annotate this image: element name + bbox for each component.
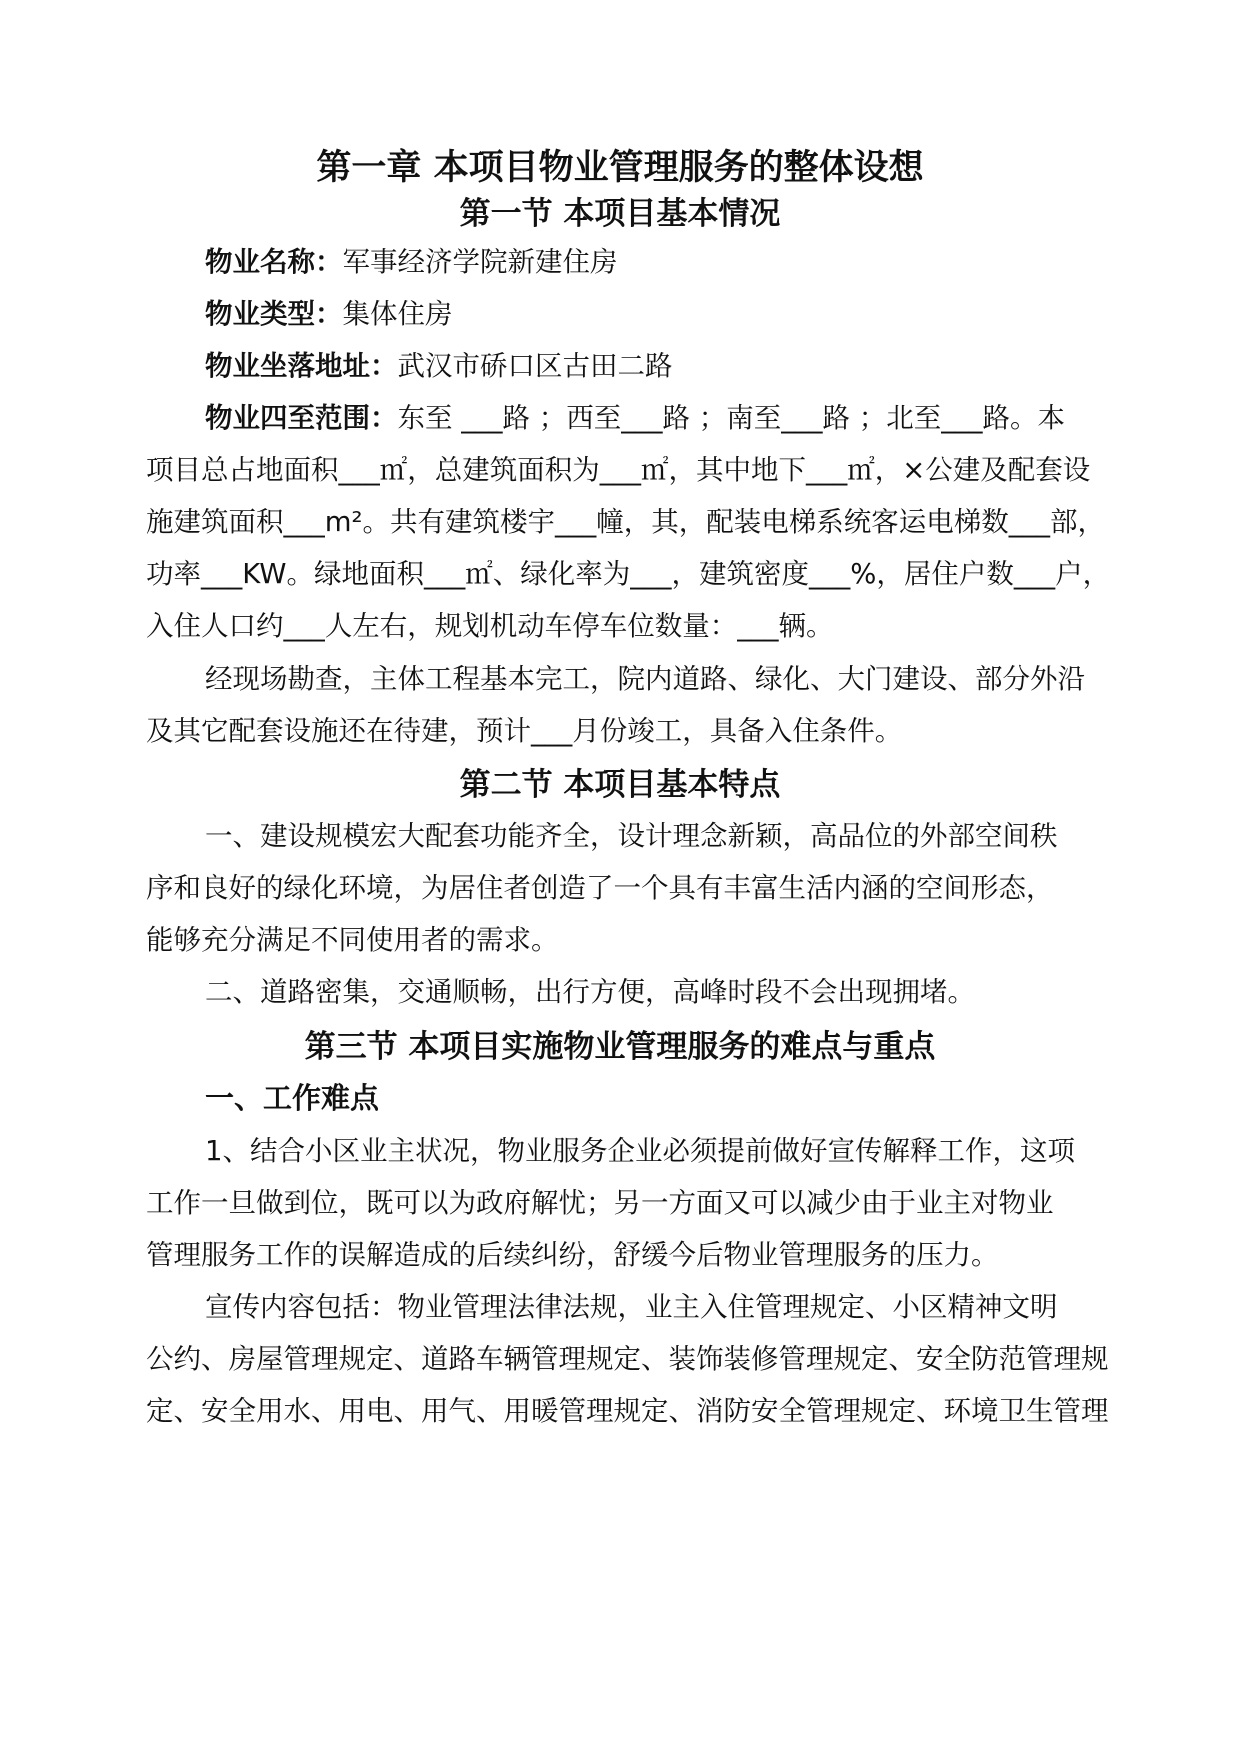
survey-line-2: 及其它配套设施还在待建，预计___月份竣工，具备入住条件。 <box>146 715 903 747</box>
property-scope-line-1 <box>205 398 1155 438</box>
feature2-line: 二、道路密集，交通顺畅，出行方便，高峰时段不会出现拥堵。 <box>205 976 975 1008</box>
difficulty1-line-1: 1、结合小区业主状况，物业服务企业必须提前做好宣传解释工作，这项 <box>205 1135 1075 1167</box>
publicity-line-1: 宣传内容包括：物业管理法律法规，业主入住管理规定、小区精神文明 <box>205 1291 1058 1323</box>
property-type-label: 物业类型： <box>205 298 343 330</box>
property-name-line <box>205 242 1155 282</box>
property-address-label: 物业坐落地址： <box>205 350 398 382</box>
property-scope-line-5: 入住人口约___人左右，规划机动车停车位数量：___辆。 <box>146 610 834 642</box>
section2-title: 第二节 本项目基本特点 <box>459 767 781 803</box>
section1-title: 第一节 本项目基本情况 <box>459 196 781 232</box>
property-scope-line-4: 功率___KW。绿地面积___㎡、绿化率为___，建筑密度___%，居住户数___户， <box>146 558 1111 590</box>
publicity-line-3: 定、安全用水、用电、用气、用暖管理规定、消防安全管理规定、环境卫生管理 <box>146 1395 1109 1427</box>
difficulties-subheading: 一、工作难点 <box>205 1081 380 1115</box>
property-type-line <box>205 294 1155 334</box>
section3-title: 第三节 本项目实施物业管理服务的难点与重点 <box>304 1029 936 1065</box>
property-scope-label: 物业四至范围： <box>205 402 398 434</box>
feature1-line-3: 能够充分满足不同使用者的需求。 <box>146 924 559 956</box>
property-name-label: 物业名称： <box>205 246 343 278</box>
feature1-line-1: 一、建设规模宏大配套功能齐全，设计理念新颖，高品位的外部空间秩 <box>205 820 1058 852</box>
survey-line-1: 经现场勘查，主体工程基本完工，院内道路、绿化、大门建设、部分外沿 <box>205 663 1085 695</box>
property-scope-text-1: 东至 ___路 ；西至___路 ；南至___路 ；北至___路。本 <box>397 402 1065 434</box>
difficulty1-line-3: 管理服务工作的误解造成的后续纠纷，舒缓今后物业管理服务的压力。 <box>146 1239 999 1271</box>
property-type-value: 集体住房 <box>342 298 453 330</box>
property-scope-line-2: 项目总占地面积___㎡，总建筑面积为___㎡，其中地下___㎡，×公建及配套设 <box>146 454 1091 486</box>
chapter-title: 第一章 本项目物业管理服务的整体设想 <box>316 148 924 188</box>
publicity-line-2: 公约、房屋管理规定、道路车辆管理规定、装饰装修管理规定、安全防范管理规 <box>146 1343 1109 1375</box>
property-address-value: 武汉市硚口区古田二路 <box>397 350 673 382</box>
property-scope-line-3: 施建筑面积___m²。共有建筑楼宇___幢，其，配装电梯系统客运电梯数___部， <box>146 506 1106 538</box>
feature1-line-2: 序和良好的绿化环境，为居住者创造了一个具有丰富生活内涵的空间形态， <box>146 872 1054 904</box>
difficulty1-line-2: 工作一旦做到位，既可以为政府解忧；另一方面又可以减少由于业主对物业 <box>146 1187 1054 1219</box>
property-address-line <box>205 346 1155 386</box>
property-name-value: 军事经济学院新建住房 <box>342 246 618 278</box>
